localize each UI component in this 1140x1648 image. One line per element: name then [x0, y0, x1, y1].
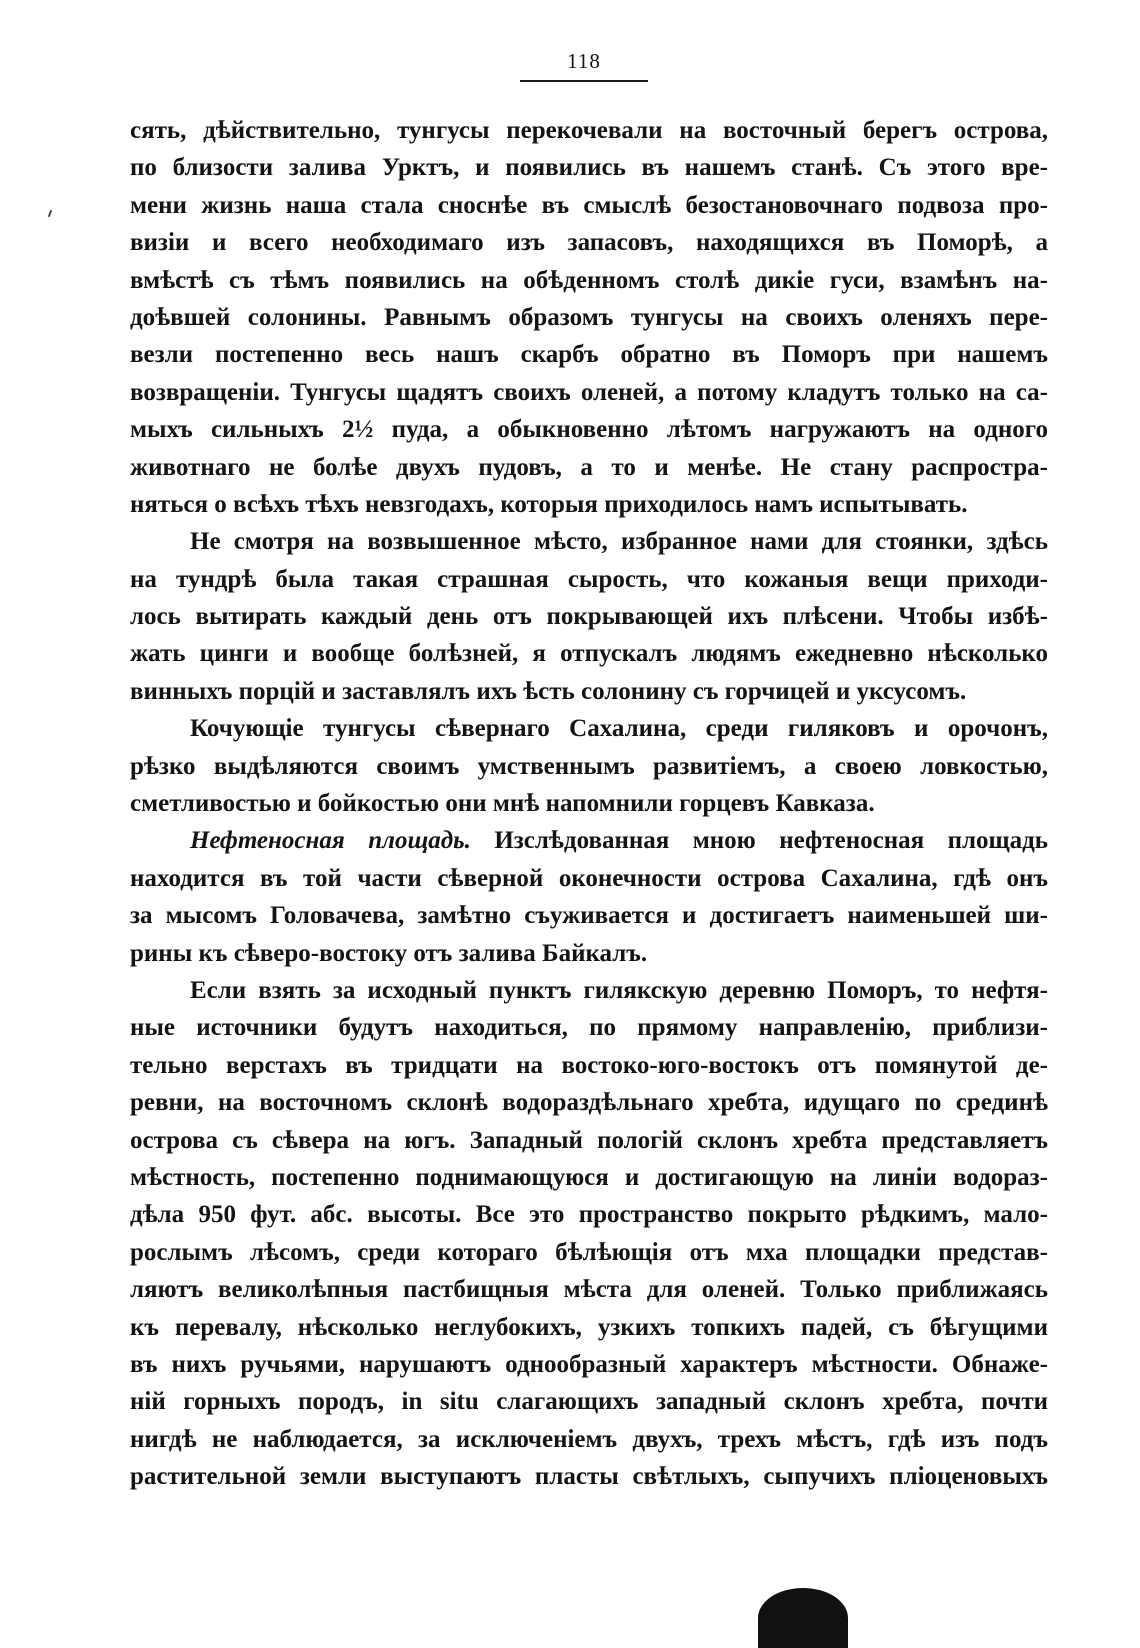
page-number: 118 — [567, 49, 601, 73]
text-line: мыхъ сильныхъ 2½ пуда, а обыкновенно лѣтомъ нагружаютъ на одного — [130, 416, 1048, 444]
text-line: къ перевалу, нѣсколько неглубокихъ, узкихъ топкихъ падей, съ бѣгущими — [130, 1313, 1048, 1341]
text-line: лось вытирать каждый день отъ покрывающей ихъ плѣсени. Чтобы избѣ- — [130, 603, 1048, 631]
text-line: сять, дѣйствительно, тунгусы перекочевали на восточный берегъ острова, — [130, 117, 1048, 144]
text-line: за мысомъ Головачева, замѣтно съуживается и достигаетъ наименьшей ши- — [130, 902, 1048, 930]
text-line: на тундрѣ была такая страшная сырость, что кожаныя вещи приходи- — [130, 565, 1048, 593]
header-rule — [520, 80, 648, 82]
text-line: въ нихъ ручьями, нарушаютъ однообразный характеръ мѣстности. Обнаже- — [130, 1350, 1048, 1378]
text-line: нигдѣ не наблюдается, за исключеніемъ двухъ, трехъ мѣстъ, гдѣ изъ подъ — [130, 1425, 1048, 1453]
text-line: дѣла 950 фут. абс. высоты. Все это пространство покрыто рѣдкимъ, мало- — [130, 1201, 1048, 1229]
text-line: сметливостью и бойкостью они мнѣ напомнили горцевъ Кавказа. — [130, 790, 875, 818]
section-heading-line — [130, 822, 1048, 859]
text-line: мѣстность, постепенно поднимающуюся и достигающую на линіи водораз- — [130, 1163, 1048, 1191]
text-line: ные источники будутъ находиться, по прямому направленію, приблизи- — [130, 1014, 1048, 1042]
text-line: возвращеніи. Тунгусы щадятъ своихъ оленей, а потому кладутъ только на са- — [130, 378, 1048, 406]
text-line: животнаго не болѣе двухъ пудовъ, а то и менѣе. Не стану распростра- — [130, 453, 1048, 481]
text-line: Кочующіе тунгусы сѣвернаго Сахалина, среди гиляковъ и орочонъ, — [190, 715, 1048, 743]
body-text — [130, 112, 1048, 1495]
section-heading: Нефтеносная площадь. — [190, 827, 471, 855]
text-line: доѣвшей солонины. Равнымъ образомъ тунгусы на своихъ оленяхъ пере- — [130, 303, 1048, 331]
text-line: острова съ сѣвера на югъ. Западный пологій склонъ хребта представляетъ — [130, 1126, 1048, 1154]
text-line: ревни, на восточномъ склонѣ водораздѣльнаго хребта, идущаго по срединѣ — [130, 1089, 1048, 1117]
text-line: мени жизнь наша стала сноснѣе въ смыслѣ безостановочнаго подвоза про- — [130, 191, 1048, 219]
text-line: ляютъ великолѣпныя пастбищныя мѣста для оленей. Только приближаясь — [130, 1276, 1048, 1304]
text-line: няться о всѣхъ тѣхъ невзгодахъ, которыя приходилось намъ испытывать. — [130, 490, 968, 518]
text-line: по близости залива Урктъ, и появились въ нашемъ станѣ. Съ этого вре- — [130, 154, 1048, 182]
text-line: находится въ той части сѣверной оконечности острова Сахалина, гдѣ онъ — [130, 864, 1048, 892]
text-line: рины къ сѣверо-востоку отъ залива Байкалъ. — [130, 939, 648, 967]
text-line: рослымъ лѣсомъ, среди котораго бѣлѣющія отъ мха площадки представ- — [130, 1238, 1048, 1266]
ink-blot — [758, 1588, 848, 1648]
text-line: вмѣстѣ съ тѣмъ появились на обѣденномъ столѣ дикіе гуси, взамѣнъ на- — [130, 266, 1048, 294]
text-line: ній горныхъ породъ, in situ слагающихъ западный склонъ хребта, почти — [130, 1388, 1048, 1416]
section-heading-rest: Изслѣдованная мною нефтеносная площадь — [470, 827, 1048, 855]
text-line: Если взять за исходный пунктъ гилякскую деревню Поморъ, то нефтя- — [190, 976, 1048, 1004]
margin-speck — [48, 210, 52, 217]
text-line: визіи и всего необходимаго изъ запасовъ, находящихся въ Поморѣ, а — [130, 229, 1048, 257]
text-line: Не смотря на возвышенное мѣсто, избранное нами для стоянки, здѣсь — [190, 528, 1048, 556]
text-line: винныхъ порцій и заставлялъ ихъ ѣсть солонину съ горчицей и уксусомъ. — [130, 677, 967, 705]
text-line: растительной земли выступаютъ пласты свѣтлыхъ, сыпучихъ пліоценовыхъ — [130, 1463, 1048, 1491]
text-line: тельно верстахъ въ тридцати на востоко-юго-востокъ отъ помянутой де- — [130, 1051, 1048, 1079]
text-line: везли постепенно весь нашъ скарбъ обратно въ Поморъ при нашемъ — [130, 341, 1048, 369]
text-line: жать цинги и вообще болѣзней, я отпускалъ людямъ ежедневно нѣсколько — [130, 640, 1048, 668]
text-line: рѣзко выдѣляются своимъ умственнымъ развитіемъ, а своею ловкостью, — [130, 752, 1048, 780]
